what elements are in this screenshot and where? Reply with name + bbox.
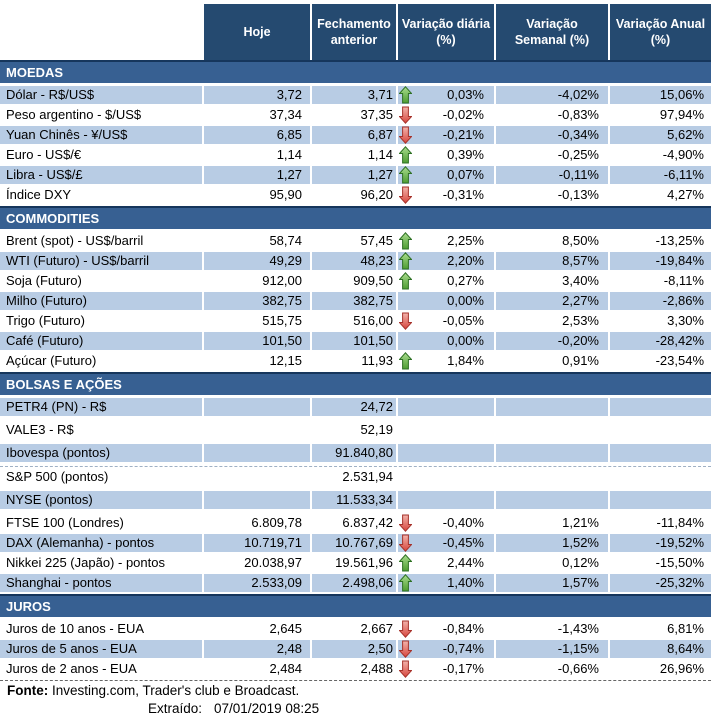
row-label: DAX (Alemanha) - pontos (0, 534, 202, 552)
variacao-diaria-value: 1,40% (447, 575, 484, 590)
arrow-down-icon (399, 640, 412, 658)
fechamento-anterior-value: 57,45 (312, 232, 396, 250)
table-row (0, 186, 711, 204)
table-row (0, 444, 711, 462)
table-row (0, 232, 711, 250)
variacao-semanal-value (496, 398, 608, 416)
hoje-value: 20.038,97 (204, 554, 310, 572)
variacao-diaria-cell (398, 292, 494, 310)
variacao-semanal-value: 2,53% (496, 312, 608, 330)
row-label: Juros de 5 anos - EUA (0, 640, 202, 658)
variacao-diaria-value: 0,00% (447, 293, 484, 308)
table-row (0, 146, 711, 164)
hoje-value: 1,14 (204, 146, 310, 164)
arrow-down-icon (399, 106, 412, 124)
source-text: Investing.com, Trader's club e Broadcast. (48, 683, 300, 698)
hoje-value: 37,34 (204, 106, 310, 124)
variacao-diaria-value: 1,84% (447, 353, 484, 368)
variacao-diaria-value: -0,84% (442, 621, 484, 636)
variacao-diaria-value: -0,74% (442, 641, 484, 656)
section-header-juros: JUROS (0, 594, 711, 617)
variacao-anual-value: -2,86% (610, 292, 711, 310)
row-label: Brent (spot) - US$/barril (0, 232, 202, 250)
variacao-semanal-value (496, 468, 608, 486)
hoje-value (204, 444, 310, 462)
variacao-diaria-cell (398, 106, 494, 124)
variacao-diaria-value: -0,17% (442, 661, 484, 676)
variacao-semanal-value: 1,52% (496, 534, 608, 552)
section-header-commodities: COMMODITIES (0, 206, 711, 229)
arrow-down-icon (399, 186, 412, 204)
variacao-diaria-cell (398, 574, 494, 592)
hoje-value: 6,85 (204, 126, 310, 144)
fechamento-anterior-value: 19.561,96 (312, 554, 396, 572)
hoje-value (204, 491, 310, 509)
hoje-value: 58,74 (204, 232, 310, 250)
header-empty-cell (0, 4, 202, 60)
arrow-up-icon (399, 86, 412, 104)
arrow-down-icon (399, 126, 412, 144)
variacao-diaria-value: 0,39% (447, 147, 484, 162)
variacao-diaria-value: -0,31% (442, 187, 484, 202)
table-row (0, 252, 711, 270)
extraction-line (0, 700, 711, 718)
variacao-diaria-cell (398, 620, 494, 638)
table-row (0, 574, 711, 592)
page-break-line-bottom (0, 680, 711, 681)
header-variacao-semanal: Variação Semanal (%) (496, 4, 608, 60)
variacao-diaria-cell (398, 312, 494, 330)
row-label: Índice DXY (0, 186, 202, 204)
arrow-up-icon (399, 352, 412, 370)
variacao-semanal-value: -0,13% (496, 186, 608, 204)
row-label: Libra - US$/£ (0, 166, 202, 184)
fechamento-anterior-value: 1,14 (312, 146, 396, 164)
variacao-anual-value: 8,64% (610, 640, 711, 658)
row-label: Peso argentino - $/US$ (0, 106, 202, 124)
table-row (0, 332, 711, 350)
arrow-up-icon (399, 146, 412, 164)
hoje-value: 3,72 (204, 86, 310, 104)
variacao-anual-value: -13,25% (610, 232, 711, 250)
row-label: FTSE 100 (Londres) (0, 514, 202, 532)
arrow-up-icon (399, 272, 412, 290)
row-label: NYSE (pontos) (0, 491, 202, 509)
fechamento-anterior-value: 2,488 (312, 660, 396, 678)
variacao-diaria-cell (398, 491, 494, 509)
variacao-anual-value (610, 421, 711, 439)
variacao-anual-value: -19,84% (610, 252, 711, 270)
hoje-value: 10.719,71 (204, 534, 310, 552)
variacao-diaria-cell (398, 332, 494, 350)
hoje-value: 1,27 (204, 166, 310, 184)
row-label: Yuan Chinês - ¥/US$ (0, 126, 202, 144)
variacao-diaria-value: 0,00% (447, 333, 484, 348)
header-variacao-diaria: Variação diária (%) (398, 4, 494, 60)
variacao-semanal-value (496, 491, 608, 509)
variacao-diaria-cell (398, 640, 494, 658)
variacao-semanal-value: -0,34% (496, 126, 608, 144)
variacao-semanal-value: 1,57% (496, 574, 608, 592)
hoje-value: 101,50 (204, 332, 310, 350)
header-hoje: Hoje (204, 4, 310, 60)
fechamento-anterior-value: 6,87 (312, 126, 396, 144)
arrow-up-icon (399, 554, 412, 572)
row-label: Shanghai - pontos (0, 574, 202, 592)
source-label: Fonte: (7, 683, 49, 698)
variacao-diaria-cell (398, 468, 494, 486)
arrow-up-icon (399, 232, 412, 250)
variacao-anual-value: 5,62% (610, 126, 711, 144)
source-line (0, 682, 711, 700)
hoje-value: 912,00 (204, 272, 310, 290)
fechamento-anterior-value: 10.767,69 (312, 534, 396, 552)
hoje-value: 2,645 (204, 620, 310, 638)
variacao-anual-value: -11,84% (610, 514, 711, 532)
hoje-value: 49,29 (204, 252, 310, 270)
variacao-semanal-value: -4,02% (496, 86, 608, 104)
variacao-anual-value: 4,27% (610, 186, 711, 204)
variacao-diaria-value: -0,02% (442, 107, 484, 122)
variacao-diaria-value: 2,20% (447, 253, 484, 268)
table-row (0, 166, 711, 184)
variacao-anual-value: 97,94% (610, 106, 711, 124)
table-row (0, 272, 711, 290)
fechamento-anterior-value: 52,19 (312, 421, 396, 439)
variacao-diaria-cell (398, 352, 494, 370)
table-row (0, 554, 711, 572)
variacao-diaria-cell (398, 186, 494, 204)
hoje-value (204, 421, 310, 439)
variacao-semanal-value: -0,11% (496, 166, 608, 184)
table-row (0, 312, 711, 330)
arrow-up-icon (399, 574, 412, 592)
row-label: Euro - US$/€ (0, 146, 202, 164)
arrow-down-icon (399, 660, 412, 678)
variacao-anual-value (610, 491, 711, 509)
variacao-diaria-value: 0,03% (447, 87, 484, 102)
row-label: Açúcar (Futuro) (0, 352, 202, 370)
arrow-down-icon (399, 534, 412, 552)
variacao-diaria-value: 2,44% (447, 555, 484, 570)
table-row (0, 86, 711, 104)
row-label: Café (Futuro) (0, 332, 202, 350)
variacao-semanal-value: 3,40% (496, 272, 608, 290)
variacao-anual-value: 26,96% (610, 660, 711, 678)
fechamento-anterior-value: 516,00 (312, 312, 396, 330)
table-row (0, 292, 711, 310)
variacao-diaria-cell (398, 272, 494, 290)
variacao-diaria-cell (398, 421, 494, 439)
variacao-diaria-cell (398, 232, 494, 250)
fechamento-anterior-value: 91.840,80 (312, 444, 396, 462)
variacao-semanal-value: 0,12% (496, 554, 608, 572)
row-label: S&P 500 (pontos) (0, 468, 202, 486)
fechamento-anterior-value: 96,20 (312, 186, 396, 204)
variacao-anual-value (610, 468, 711, 486)
section-header-moedas: MOEDAS (0, 60, 711, 83)
fechamento-anterior-value: 3,71 (312, 86, 396, 104)
table-row (0, 421, 711, 439)
variacao-semanal-value: 8,50% (496, 232, 608, 250)
hoje-value: 2,48 (204, 640, 310, 658)
variacao-diaria-cell (398, 514, 494, 532)
variacao-anual-value: -19,52% (610, 534, 711, 552)
row-label: WTI (Futuro) - US$/barril (0, 252, 202, 270)
fechamento-anterior-value: 24,72 (312, 398, 396, 416)
variacao-semanal-value: -0,83% (496, 106, 608, 124)
variacao-diaria-cell (398, 252, 494, 270)
fechamento-anterior-value: 2,50 (312, 640, 396, 658)
variacao-diaria-value: 0,27% (447, 273, 484, 288)
variacao-semanal-value: 8,57% (496, 252, 608, 270)
footer (0, 682, 711, 718)
variacao-diaria-value: -0,05% (442, 313, 484, 328)
table-row (0, 352, 711, 370)
fechamento-anterior-value: 2.531,94 (312, 468, 396, 486)
variacao-diaria-cell (398, 126, 494, 144)
table-row (0, 491, 711, 509)
variacao-semanal-value: -0,20% (496, 332, 608, 350)
fechamento-anterior-value: 382,75 (312, 292, 396, 310)
variacao-semanal-value: -0,66% (496, 660, 608, 678)
variacao-semanal-value: -1,15% (496, 640, 608, 658)
variacao-semanal-value: 1,21% (496, 514, 608, 532)
variacao-anual-value: -8,11% (610, 272, 711, 290)
variacao-diaria-cell (398, 166, 494, 184)
variacao-anual-value: 15,06% (610, 86, 711, 104)
table-row (0, 398, 711, 416)
variacao-diaria-cell (398, 444, 494, 462)
hoje-value: 2,484 (204, 660, 310, 678)
header-fechamento-anterior: Fechamento anterior (312, 4, 396, 60)
hoje-value: 95,90 (204, 186, 310, 204)
table-row (0, 660, 711, 678)
table-row (0, 620, 711, 638)
variacao-anual-value: 6,81% (610, 620, 711, 638)
hoje-value: 2.533,09 (204, 574, 310, 592)
section-header-bolsas-e-acoes: BOLSAS E AÇÕES (0, 372, 711, 395)
row-label: PETR4 (PN) - R$ (0, 398, 202, 416)
fechamento-anterior-value: 2,667 (312, 620, 396, 638)
variacao-diaria-value: -0,21% (442, 127, 484, 142)
table-row (0, 514, 711, 532)
row-label: Trigo (Futuro) (0, 312, 202, 330)
variacao-anual-value: -23,54% (610, 352, 711, 370)
row-label: Juros de 10 anos - EUA (0, 620, 202, 638)
arrow-down-icon (399, 514, 412, 532)
fechamento-anterior-value: 909,50 (312, 272, 396, 290)
table-row (0, 640, 711, 658)
row-label: Ibovespa (pontos) (0, 444, 202, 462)
variacao-semanal-value (496, 421, 608, 439)
variacao-diaria-cell (398, 86, 494, 104)
row-label: VALE3 - R$ (0, 421, 202, 439)
hoje-value (204, 398, 310, 416)
table-body (0, 60, 711, 678)
variacao-anual-value: 3,30% (610, 312, 711, 330)
table-row (0, 106, 711, 124)
variacao-diaria-cell (398, 660, 494, 678)
fechamento-anterior-value: 11,93 (312, 352, 396, 370)
variacao-semanal-value: 0,91% (496, 352, 608, 370)
row-label: Dólar - R$/US$ (0, 86, 202, 104)
arrow-down-icon (399, 620, 412, 638)
variacao-anual-value (610, 444, 711, 462)
fechamento-anterior-value: 11.533,34 (312, 491, 396, 509)
variacao-anual-value: -6,11% (610, 166, 711, 184)
table-row (0, 468, 711, 486)
header-variacao-anual: Variação Anual (%) (610, 4, 711, 60)
fechamento-anterior-value: 6.837,42 (312, 514, 396, 532)
fechamento-anterior-value: 48,23 (312, 252, 396, 270)
variacao-anual-value: -15,50% (610, 554, 711, 572)
row-label: Milho (Futuro) (0, 292, 202, 310)
variacao-semanal-value: -1,43% (496, 620, 608, 638)
hoje-value: 6.809,78 (204, 514, 310, 532)
arrow-down-icon (399, 312, 412, 330)
variacao-semanal-value: 2,27% (496, 292, 608, 310)
row-label: Juros de 2 anos - EUA (0, 660, 202, 678)
variacao-diaria-cell (398, 146, 494, 164)
table-row (0, 126, 711, 144)
row-label: Soja (Futuro) (0, 272, 202, 290)
variacao-diaria-cell (398, 398, 494, 416)
arrow-up-icon (399, 166, 412, 184)
page-break-line (0, 466, 711, 467)
hoje-value: 382,75 (204, 292, 310, 310)
variacao-diaria-cell (398, 554, 494, 572)
variacao-diaria-value: -0,40% (442, 515, 484, 530)
table-row (0, 534, 711, 552)
hoje-value: 12,15 (204, 352, 310, 370)
table-header-row (0, 4, 711, 60)
variacao-anual-value: -25,32% (610, 574, 711, 592)
extraction-timestamp: 07/01/2019 08:25 (214, 701, 320, 716)
fechamento-anterior-value: 101,50 (312, 332, 396, 350)
variacao-anual-value (610, 398, 711, 416)
variacao-anual-value: -28,42% (610, 332, 711, 350)
variacao-diaria-value: -0,45% (442, 535, 484, 550)
variacao-diaria-cell (398, 534, 494, 552)
variacao-diaria-value: 0,07% (447, 167, 484, 182)
fechamento-anterior-value: 2.498,06 (312, 574, 396, 592)
arrow-up-icon (399, 252, 412, 270)
row-label: Nikkei 225 (Japão) - pontos (0, 554, 202, 572)
fechamento-anterior-value: 1,27 (312, 166, 396, 184)
extraction-label: Extraído: (148, 701, 203, 716)
fechamento-anterior-value: 37,35 (312, 106, 396, 124)
variacao-semanal-value: -0,25% (496, 146, 608, 164)
hoje-value: 515,75 (204, 312, 310, 330)
variacao-diaria-value: 2,25% (447, 233, 484, 248)
variacao-anual-value: -4,90% (610, 146, 711, 164)
hoje-value (204, 468, 310, 486)
variacao-semanal-value (496, 444, 608, 462)
